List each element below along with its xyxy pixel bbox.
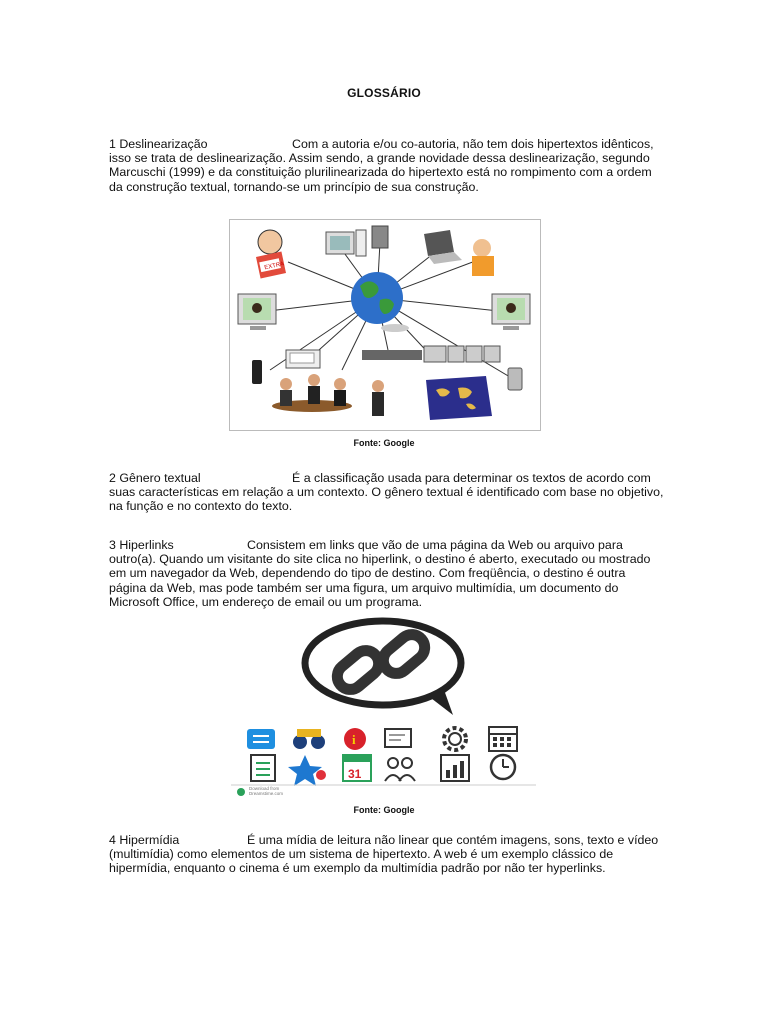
glossary-entry-genero-textual (109, 471, 665, 514)
network-diagram-illustration (230, 220, 540, 430)
svg-text:Dreamstime.com: Dreamstime.com (249, 791, 284, 796)
world-map-screen-icon (426, 376, 492, 420)
handheld-device-icon (508, 368, 522, 390)
svg-text:i: i (352, 732, 356, 747)
svg-text:31: 31 (348, 767, 362, 781)
desktop-computer-icon (326, 230, 366, 256)
calendar-date-icon (343, 755, 371, 781)
watermark-logo-icon (237, 788, 245, 796)
svg-text:EXTRA: EXTRA (263, 261, 285, 272)
entry-definition: É uma mídia de leitura não linear que contém imagens, sons, texto e vídeo (multimídia) como elementos de um sistema de hipertexto. A web é um exemplo clássico de hipermídia, enquanto o cinema é um exemplo da multimídia padrão por não ter hyperlinks. (109, 833, 659, 876)
checklist-icon (251, 755, 275, 781)
message-icon (385, 729, 411, 747)
figure-caption: Fonte: Google (353, 438, 415, 448)
hyperlink-chain-icons-illustration (231, 615, 536, 798)
person-standing-icon (372, 380, 384, 416)
glossary-entry-hipermidia (109, 833, 665, 876)
glossary-entry-hiperlinks (109, 538, 665, 609)
clock-icon (491, 755, 515, 779)
glossary-entry-deslinearizacao (109, 137, 665, 194)
page-title: GLOSSÁRIO (347, 86, 421, 100)
chat-icon (247, 729, 275, 749)
figure-caption: Fonte: Google (353, 805, 415, 815)
bar-chart-icon (441, 755, 469, 781)
entry-term: 3 Hiperlinks (109, 538, 174, 552)
business-meeting-icon (272, 374, 352, 412)
entry-term: 4 Hipermídia (109, 833, 180, 847)
server-icon (372, 226, 388, 248)
entry-definition: É a classificação usada para determinar os textos de acordo com suas características em relação a um contexto. O gênero textual é identificado com base no objetivo, na função e no contexto do texto. (109, 471, 664, 514)
hyperlink-icons-image (231, 615, 536, 798)
entry-definition: Com a autoria e/ou co-autoria, não tem dois hipertextos idênticos, isso se trata de deslinearização. Assim sendo, a grande novidade dessa deslinearização, segundo Marcuschi (1999) e da constituição plurilinearizada do hipertexto está no rompimento com a ordem da construção textual, tornando-se um princípio de sua construção. (109, 137, 654, 194)
globe-icon (351, 272, 403, 324)
entry-term: 1 Deslinearização (109, 137, 208, 151)
calendar-grid-icon (489, 727, 517, 751)
cell-phone-icon (252, 360, 262, 384)
svg-text:Download from: Download from (249, 786, 280, 791)
fax-machine-icon (286, 350, 320, 368)
entry-term: 2 Gênero textual (109, 471, 201, 485)
network-diagram-image (229, 219, 541, 431)
entry-definition: Consistem em links que vão de uma página da Web ou arquivo para outro(a). Quando um visitante do site clica no hiperlink, o destino é aberto, executado ou mostrado em um navegador da Web, dependendo do tipo de destino. Com freqüência, o destino é outra página da Web, mas pode também ser uma figura, um arquivo multimídia, um documento do Microsoft Office, um endereço de email ou um programa. (109, 538, 651, 609)
